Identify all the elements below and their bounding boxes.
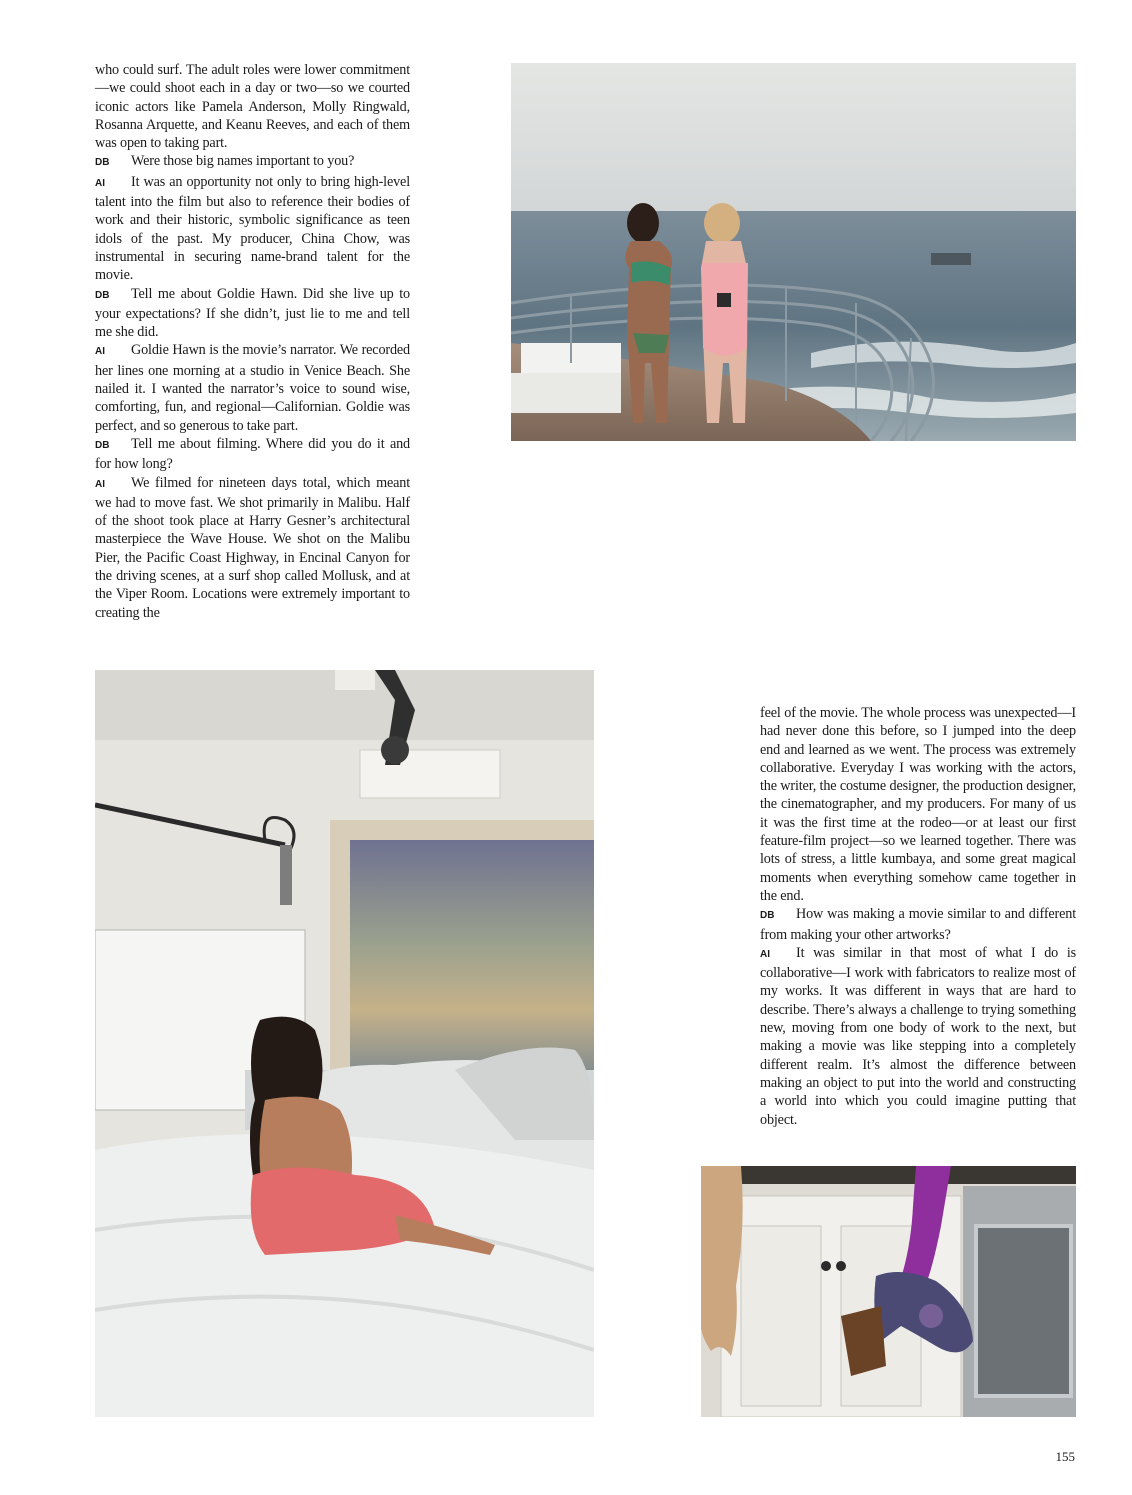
speaker-label: DB — [760, 910, 775, 922]
paragraph — [95, 285, 410, 342]
paragraph — [95, 341, 410, 434]
paragraph-text: feel of the movie. The whole process was unexpected—I had never done this before, so I jumped into the deep end and learned as we went. The process was extremely collaborative. Everyday I was working with the actors, the writer, the costume designer, the production designer, the cinematographer, and my producers. For many of us it was the first time at the rodeo—or at least our first feature-film project—so we learned together. There was lots of stress, a little kumbaya, and some great magical moments when everything somehow came together in the end. — [760, 705, 1076, 904]
paragraph-text: How was making a movie similar to and different from making your other artworks? — [760, 906, 1076, 943]
paragraph — [95, 152, 410, 172]
paragraph — [95, 435, 410, 474]
paragraph-text: who could surf. The adult roles were lower commitment—we could shoot each in a day or two—so we courted iconic actors like Pamela Anderson, Molly Ringwald, Rosanna Arquette, and Keanu Reeves, and each of them was open to taking part. — [95, 62, 410, 152]
paragraph — [760, 944, 1076, 1129]
speaker-label: AI — [95, 346, 105, 358]
speaker-label: DB — [95, 289, 110, 301]
photo-kitchen-shoe — [701, 1166, 1076, 1417]
paragraph — [95, 173, 410, 285]
paragraph-text: Tell me about Goldie Hawn. Did she live up to your expectations? If she didn’t, just lie to me and tell me she did. — [95, 285, 410, 341]
page-number: 155 — [1055, 1449, 1075, 1464]
left-text-column — [95, 61, 410, 622]
paragraph — [760, 704, 1076, 905]
paragraph — [95, 474, 410, 622]
photo-beach-balcony — [511, 63, 1076, 441]
paragraph-text: It was similar in that most of what I do is collaborative—I work with fabricators to realize most of my works. It was different in ways that are hard to describe. There’s always a challenge to trying something new, moving from one body of work to the next, but making a movie was like stepping into a completely different realm. It’s almost the difference between making an object to put into the world and constructing a world into which you could imagine putting that object. — [760, 944, 1076, 1128]
bedroom-photo-illustration — [95, 670, 594, 1417]
speaker-label: AI — [95, 478, 105, 490]
kitchen-photo-illustration — [701, 1166, 1076, 1417]
paragraph — [760, 905, 1076, 944]
speaker-label: DB — [95, 439, 110, 451]
speaker-label: DB — [95, 157, 110, 169]
paragraph — [95, 61, 410, 152]
paragraph-text: We filmed for nineteen days total, which meant we had to move fast. We shot primarily in Malibu. Half of the shoot took place at Harry Gesner’s architectural masterpiece the Wave House. We shot on the Malibu Pier, the Pacific Coast Highway, in Encinal Canyon for the driving scenes, at a surf shop called Mollusk, and at the Viper Room. Locations were extremely important to creating the — [95, 474, 410, 621]
speaker-label: AI — [95, 177, 105, 189]
photo-bedroom-set — [95, 670, 594, 1417]
speaker-label: AI — [760, 948, 770, 960]
beach-photo-illustration — [511, 63, 1076, 441]
right-text-column — [760, 704, 1076, 1129]
paragraph-text: It was an opportunity not only to bring high-level talent into the film but also to reference their bodies of work and their historic, symbolic significance as teen idols of the past. My producer, China Chow, was instrumental in securing name-brand talent for the movie. — [95, 173, 410, 284]
paragraph-text: Were those big names important to you? — [131, 153, 355, 170]
paragraph-text: Tell me about filming. Where did you do it and for how long? — [95, 435, 410, 473]
paragraph-text: Goldie Hawn is the movie’s narrator. We recorded her lines one morning at a studio in Venice Beach. She nailed it. I wanted the narrator’s voice to sound wise, comforting, fun, and regional—Californian. Goldie was perfect, and so generous to take part. — [95, 342, 410, 434]
